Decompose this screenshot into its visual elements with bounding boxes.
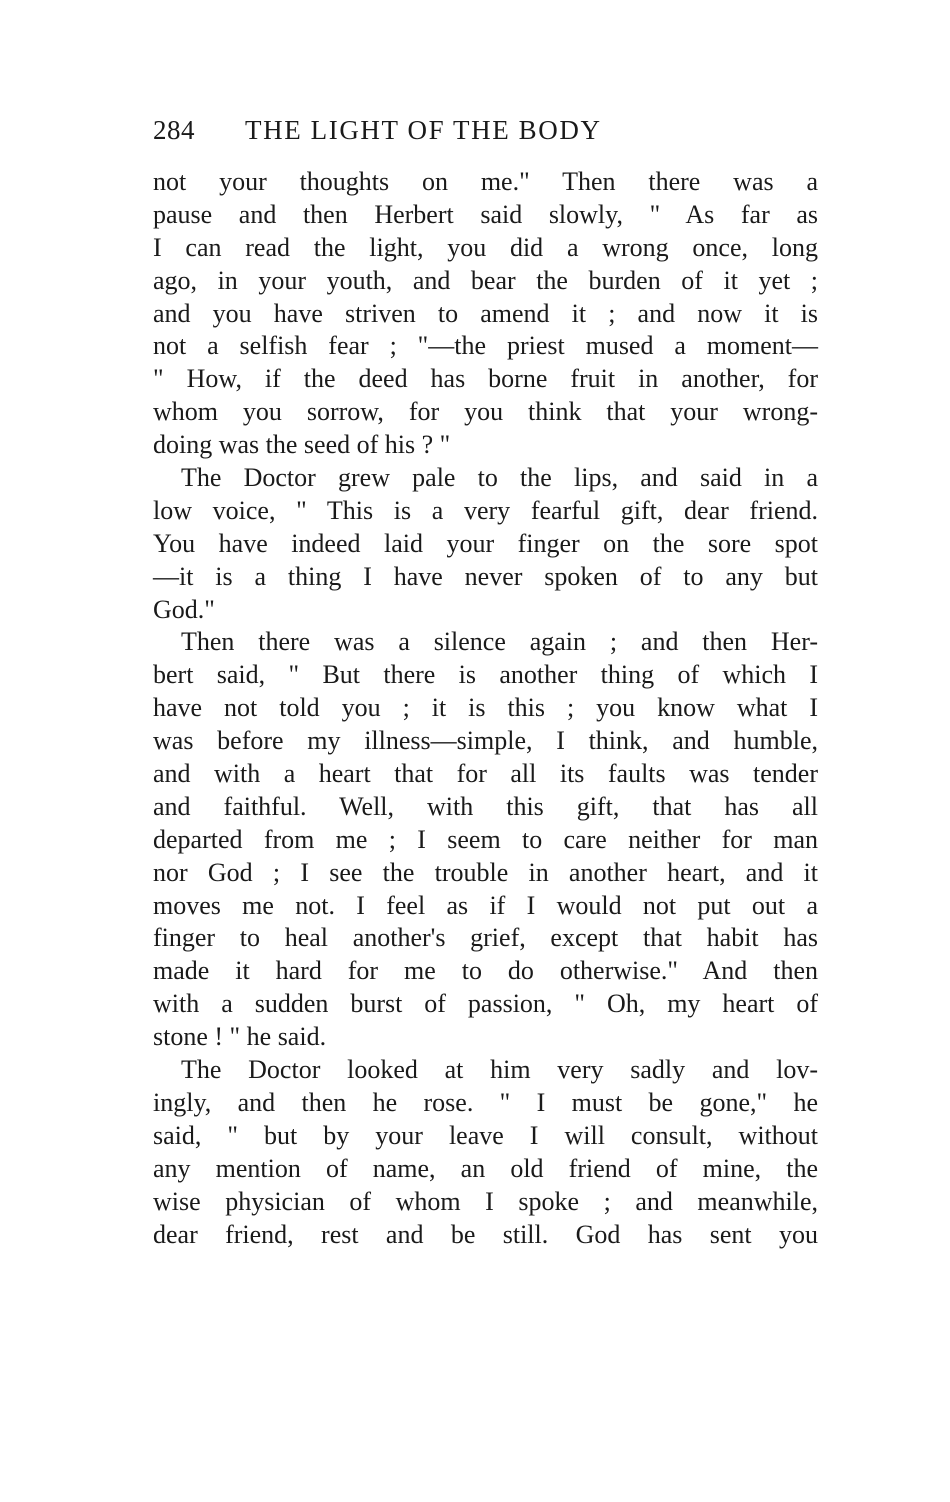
body-text <box>153 166 818 1251</box>
text-line: and with a heart that for all its faults was tender <box>153 759 818 789</box>
text-line: ago, in your youth, and bear the burden of it yet ; <box>153 265 818 295</box>
text-line: moves me not. I feel as if I would not put out a <box>153 890 818 920</box>
paragraph <box>153 626 818 1054</box>
paragraph <box>153 1054 818 1251</box>
text-line: not a selfish fear ; "—the priest mused a moment— <box>153 331 818 361</box>
text-line: and you have striven to amend it ; and now it is <box>153 298 818 328</box>
text-line: not your thoughts on me." Then there was a <box>153 167 818 196</box>
paragraph <box>153 462 818 626</box>
text-line: God." <box>153 594 215 624</box>
text-line: said, " but by your leave I will consult, without <box>153 1120 818 1150</box>
paragraph <box>153 166 818 462</box>
text-line: made it hard for me to do otherwise." And then <box>153 956 818 986</box>
text-line: Then there was a silence again ; and then Her- <box>181 627 818 657</box>
text-line: have not told you ; it is this ; you know what I <box>153 693 818 723</box>
text-line: doing was the seed of his ? " <box>153 430 451 460</box>
text-line: whom you sorrow, for you think that your wrong- <box>153 397 818 427</box>
text-line: with a sudden burst of passion, " Oh, my heart of <box>153 989 818 1019</box>
text-line: stone ! " he said. <box>153 1022 327 1052</box>
text-line: " How, if the deed has borne fruit in another, for <box>153 364 818 394</box>
text-line: was before my illness—simple, I think, and humble, <box>153 726 818 756</box>
text-line: and faithful. Well, with this gift, that has all <box>153 791 818 821</box>
running-head <box>153 110 818 150</box>
text-line: nor God ; I see the trouble in another heart, and it <box>153 857 818 887</box>
text-line: finger to heal another's grief, except that habit has <box>153 923 818 953</box>
text-line: any mention of name, an old friend of mine, the <box>153 1153 818 1183</box>
text-line: The Doctor grew pale to the lips, and said in a <box>181 463 818 493</box>
text-line: bert said, " But there is another thing of which I <box>153 660 818 690</box>
text-line: wise physician of whom I spoke ; and meanwhile, <box>153 1186 818 1216</box>
text-line: low voice, " This is a very fearful gift, dear friend. <box>153 495 818 525</box>
page-number: 284 <box>153 115 195 145</box>
text-line: pause and then Herbert said slowly, " As far as <box>153 199 818 229</box>
text-line: The Doctor looked at him very sadly and lov- <box>181 1055 818 1085</box>
text-line: I can read the light, you did a wrong once, long <box>153 232 818 262</box>
text-line: You have indeed laid your finger on the sore spot <box>153 528 818 558</box>
running-title: THE LIGHT OF THE BODY <box>245 115 602 145</box>
text-line: dear friend, rest and be still. God has sent you <box>153 1219 818 1249</box>
text-line: —it is a thing I have never spoken of to any but <box>153 561 818 591</box>
text-line: departed from me ; I seem to care neither for man <box>153 824 818 854</box>
text-line: ingly, and then he rose. " I must be gone," he <box>153 1087 818 1117</box>
